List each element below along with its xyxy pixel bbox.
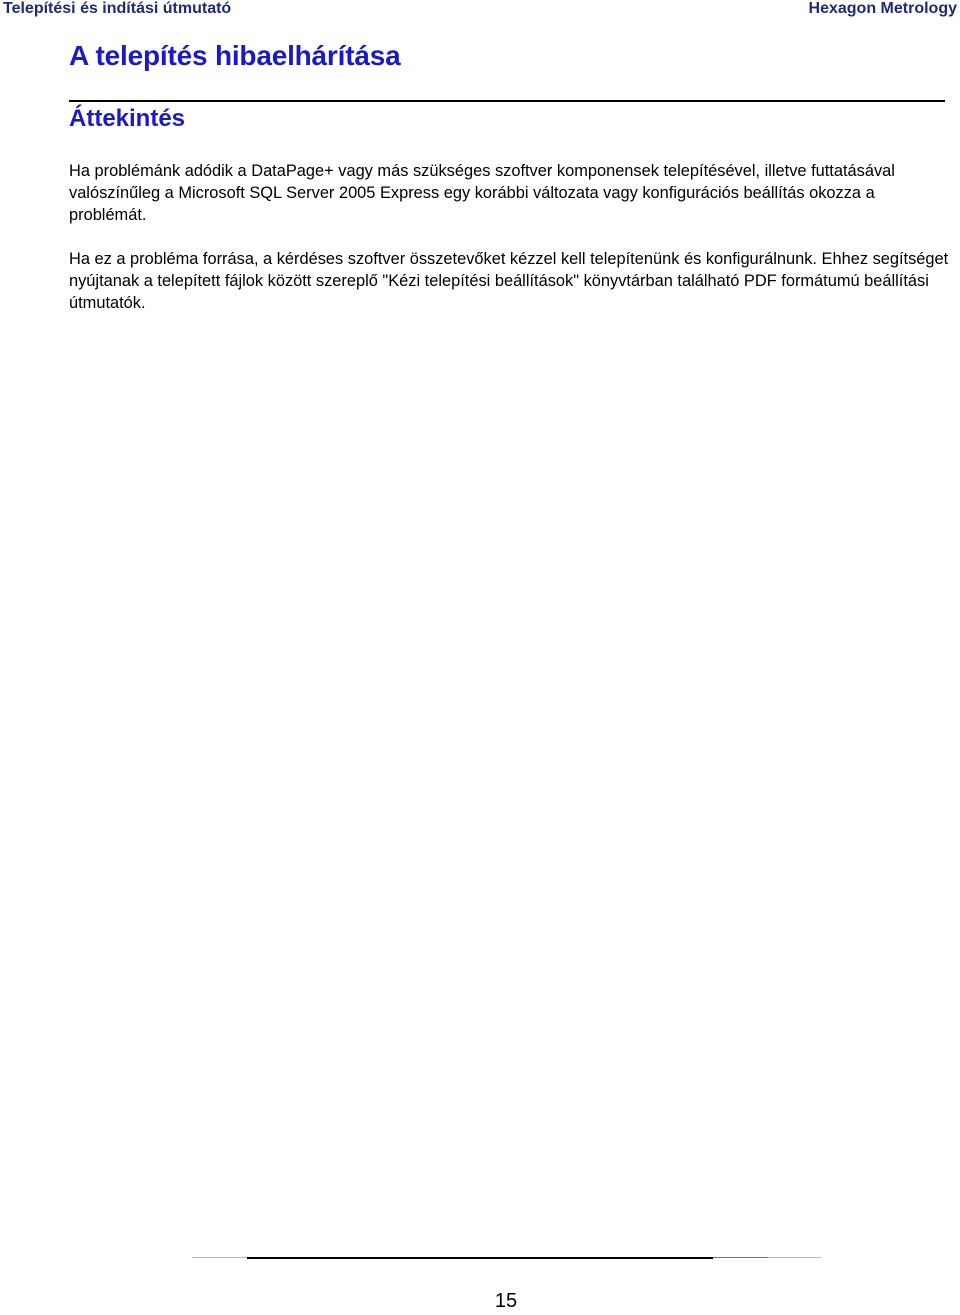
body-paragraph-1: Ha problémánk adódik a DataPage+ vagy más szükséges szoftver komponensek telepítésével, illetve futtatásával valószínűleg a Microsoft SQL Server 2005 Express egy korábbi változata vagy konfigurációs beállítás okozza a problémát. (69, 162, 895, 224)
section-heading: Áttekintés (69, 105, 186, 132)
page-title: A telepítés hibaelhárítása (69, 40, 401, 71)
body-paragraph-2: Ha ez a probléma forrása, a kérdéses szoftver összetevőket kézzel kell telepítenünk és konfigurálnunk. Ehhez segítséget nyújtanak a telepített fájlok között szereplő "Kézi telepítési beállítások" könyvtárban található PDF formátumú beállítási útmutatók. (69, 250, 949, 312)
document-title-header: Telepítési és indítási útmutató (3, 0, 232, 17)
footer-divider-left (192, 1257, 247, 1258)
running-header (0, 0, 960, 20)
section-divider (69, 100, 945, 102)
footer-divider-center (247, 1257, 713, 1259)
footer-divider-right (768, 1257, 821, 1258)
footer-divider-mid (713, 1257, 768, 1258)
page-number: 15 (494, 1290, 518, 1312)
company-name-header: Hexagon Metrology (808, 0, 957, 17)
